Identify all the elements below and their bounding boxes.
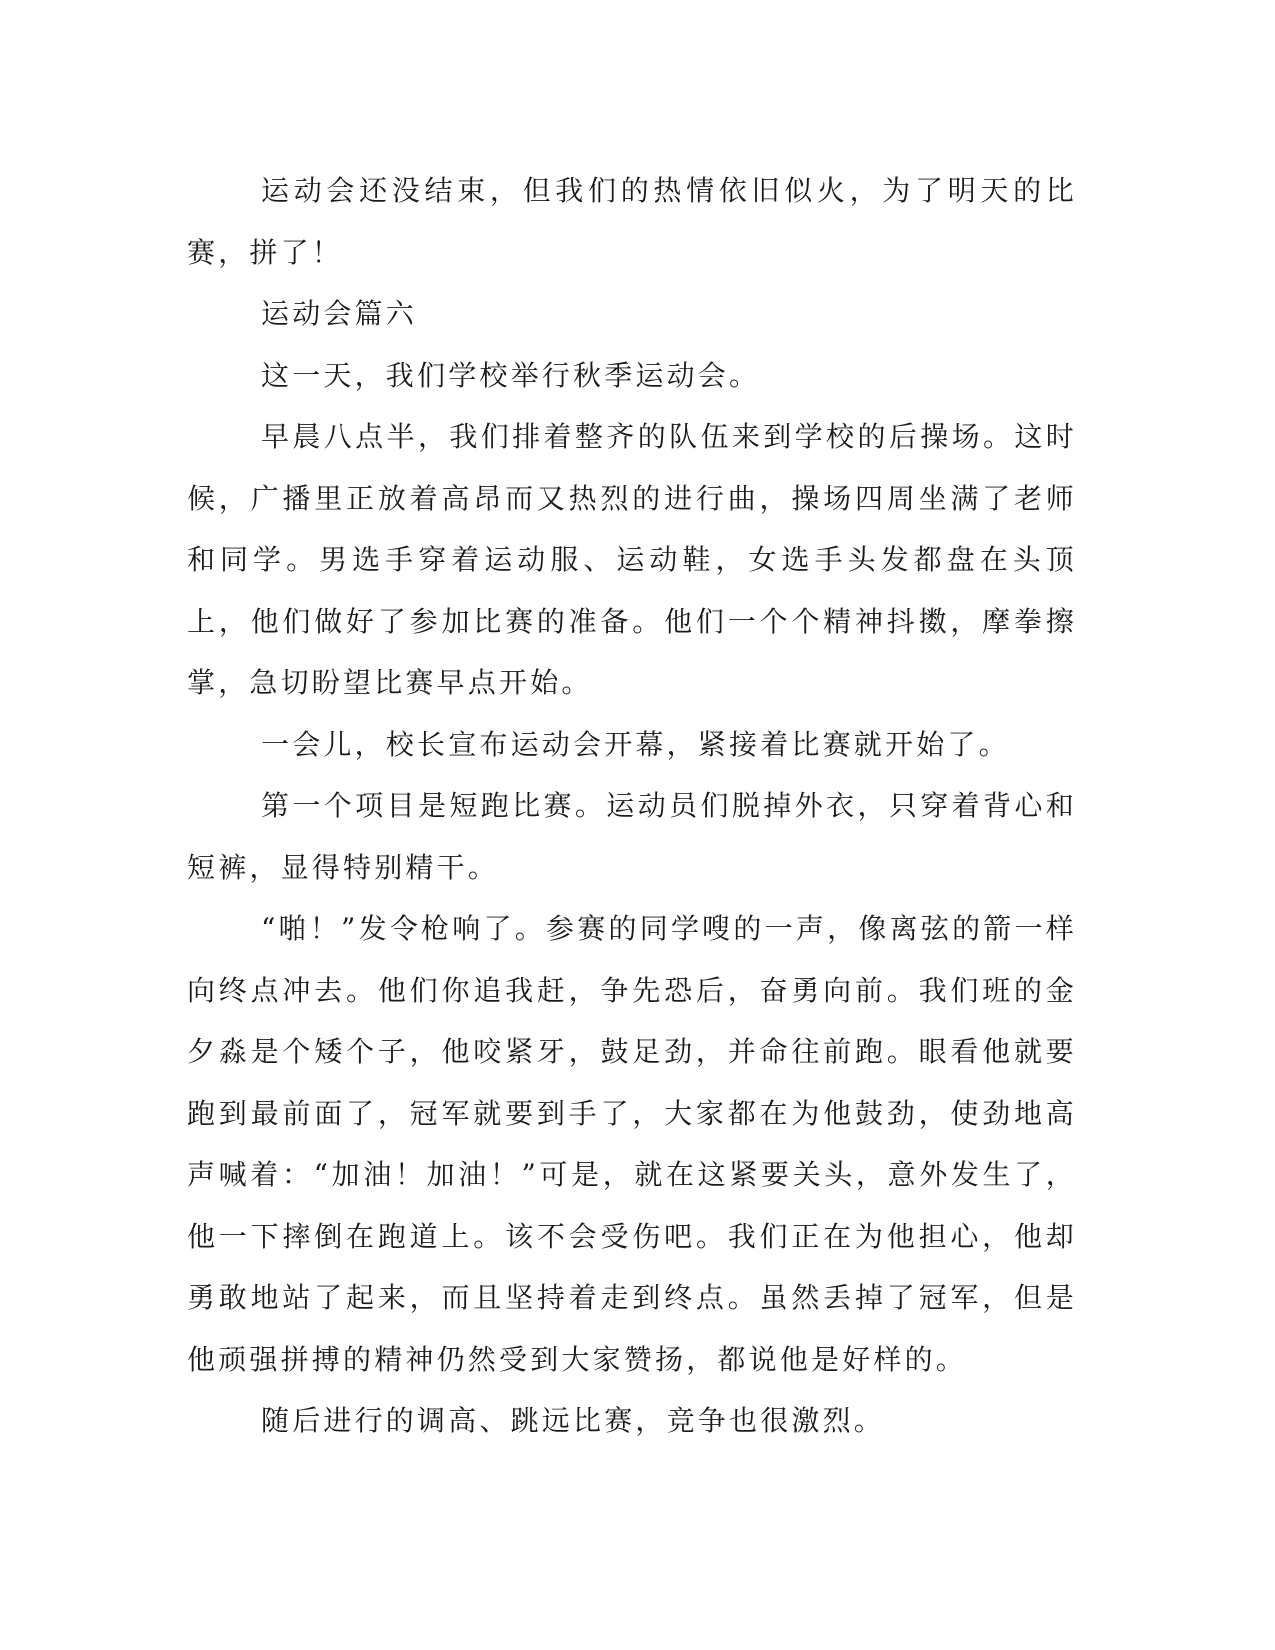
paragraph-morning: 早晨八点半，我们排着整齐的队伍来到学校的后操场。这时候，广播里正放着高昂而又热烈的进行曲，操场四周坐满了老师和同学。男选手穿着运动服、运动鞋，女选手头发都盘在头顶上，他们做好了参加比赛的准备。他们一个个精神抖擞，摩拳擦掌，急切盼望比赛早点开始。 [187, 420, 1077, 699]
document-body [187, 160, 1077, 1452]
paragraph-opening: 一会儿，校长宣布运动会开幕，紧接着比赛就开始了。 [261, 727, 1010, 761]
paragraph-race: “啪！”发令枪响了。参赛的同学嗖的一声，像离弦的箭一样向终点冲去。他们你追我赶，争先恐后，奋勇向前。我们班的金夕淼是个矮个子，他咬紧牙，鼓足劲，并命往前跑。眼看他就要跑到最前面了，冠军就要到手了，大家都在为他鼓劲，使劲地高声喊着：“加油！加油！”可是，就在这紧要关头，意外发生了，他一下摔倒在跑道上。该不会受伤吧。我们正在为他担心，他却勇敢地站了起来，而且坚持着走到终点。虽然丢掉了冠军，但是他顽强拼搏的精神仍然受到大家赞扬，都说他是好样的。 [187, 912, 1077, 1376]
paragraph-closing: 运动会还没结束，但我们的热情依旧似火，为了明天的比赛，拼了！ [187, 174, 1077, 269]
paragraph-sprint: 第一个项目是短跑比赛。运动员们脱掉外衣，只穿着背心和短裤，显得特别精干。 [187, 789, 1077, 884]
section-heading: 运动会篇六 [261, 297, 418, 330]
paragraph-intro: 这一天，我们学校举行秋季运动会。 [261, 358, 761, 392]
paragraph-jumps: 随后进行的调高、跳远比赛，竞争也很激烈。 [261, 1404, 886, 1437]
